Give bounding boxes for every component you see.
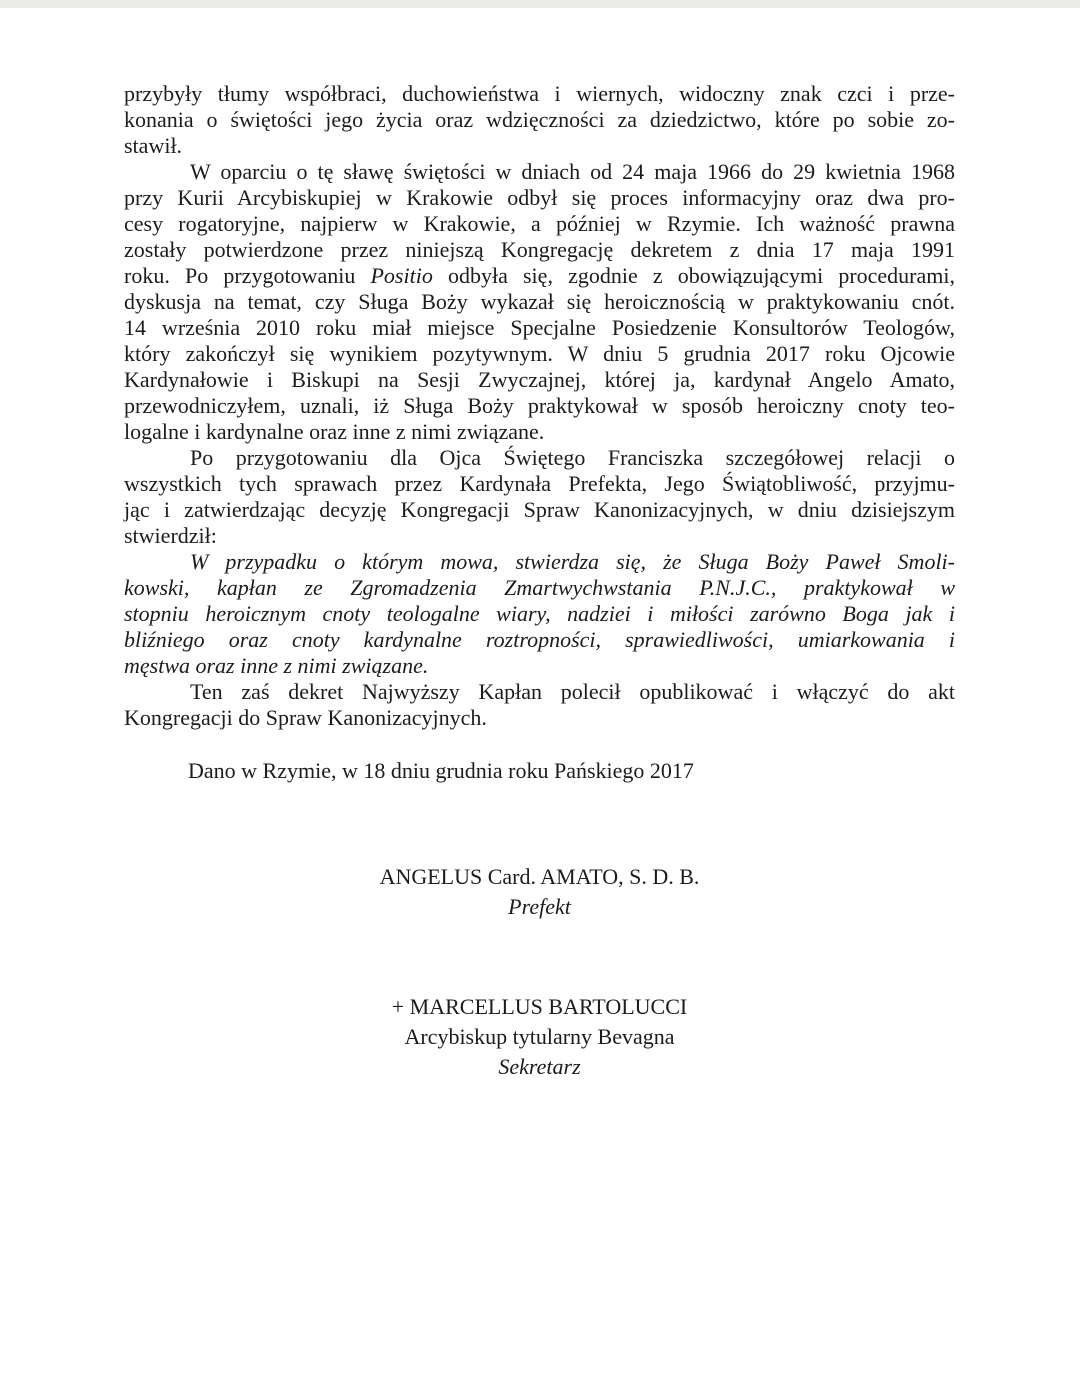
italic-text-segment: bliźniego oraz cnoty kardynalne roztropności, sprawiedliwości, umiarkowania i [124, 627, 955, 652]
text-line [124, 471, 955, 497]
text-line [124, 523, 955, 549]
italic-text-segment: Positio [370, 263, 433, 288]
text-line [124, 81, 955, 107]
text-segment: Kongregacji do Spraw Kanonizacyjnych. [124, 705, 487, 730]
italic-text-segment: kowski, kapłan ze Zgromadzenia Zmartwychwstania P.N.J.C., praktykował w [124, 575, 955, 600]
text-segment: wszystkich tych sprawach przez Kardynała Prefekta, Jego Świątobliwość, przyjmu- [124, 471, 955, 496]
text-line [124, 289, 955, 315]
text-segment: Kardynałowie i Biskupi na Sesji Zwyczajnej, której ja, kardynał Angelo Amato, [124, 367, 955, 392]
text-segment: cesy rogatoryjne, najpierw w Krakowie, a później w Rzymie. Ich ważność prawna [124, 211, 955, 236]
text-line [124, 705, 955, 731]
paragraph [124, 81, 955, 159]
text-line [124, 211, 955, 237]
text-segment: dyskusja na temat, czy Sługa Boży wykazał się heroicznością w praktykowaniu cnót. [124, 289, 955, 314]
paragraphs-container [124, 81, 955, 731]
text-line [124, 263, 955, 289]
paragraph [124, 159, 955, 445]
text-line [124, 107, 955, 133]
italic-text-segment: męstwa oraz inne z nimi związane. [124, 653, 429, 678]
dateline-row [124, 758, 955, 784]
text-line [124, 159, 955, 185]
scan-edge-strip [0, 0, 1080, 8]
paragraph [124, 679, 955, 731]
italic-text-segment: stopniu heroicznym cnoty teologalne wiary, nadziei i miłości zarówno Boga jak i [124, 601, 955, 626]
text-segment: konania o świętości jego życia oraz wdzięczności za dziedzictwo, które po sobie zo- [124, 107, 955, 132]
text-segment: Ten zaś dekret Najwyższy Kapłan polecił opublikować i włączyć do akt [190, 679, 955, 704]
text-line [124, 133, 955, 159]
signature-secretary-title: Sekretarz [498, 1054, 581, 1079]
text-segment: który zakończył się wynikiem pozytywnym. W dniu 5 grudnia 2017 roku Ojcowie [124, 341, 955, 366]
text-line [124, 419, 955, 445]
text-segment: Po przygotowaniu dla Ojca Świętego Franciszka szczegółowej relacji o [190, 445, 955, 470]
text-segment: zostały potwierdzone przez niniejszą Kongregację dekretem z dnia 17 maja 1991 [124, 237, 955, 262]
text-line [124, 445, 955, 471]
text-line [124, 627, 955, 653]
text-line [124, 679, 955, 705]
signature-secretary-name: + MARCELLUS BARTOLUCCI [391, 994, 688, 1019]
italic-text-segment: W przypadku o którym mowa, stwierdza się, że Sługa Boży Paweł Smoli- [190, 549, 955, 574]
paragraph [124, 549, 955, 679]
dateline: Dano w Rzymie, w 18 dniu grudnia roku Pańskiego 2017 [188, 758, 694, 783]
signature-prefect-name: ANGELUS Card. AMATO, S. D. B. [379, 864, 700, 889]
text-segment: W oparciu o tę sławę świętości w dniach od 24 maja 1966 do 29 kwietnia 1968 [190, 159, 955, 184]
text-segment: przy Kurii Arcybiskupiej w Krakowie odbył się proces informacyjny oraz dwa pro- [124, 185, 955, 210]
text-line [124, 601, 955, 627]
text-segment: odbyła się, zgodnie z obowiązującymi procedurami, [432, 263, 956, 288]
text-line [124, 315, 955, 341]
text-line [124, 497, 955, 523]
text-segment: przewodniczyłem, uznali, iż Sługa Boży praktykował w sposób heroiczny cnoty teo- [124, 393, 955, 418]
text-line [124, 237, 955, 263]
text-line [124, 575, 955, 601]
signature-secretary [124, 992, 955, 1082]
text-line [124, 393, 955, 419]
text-line [124, 185, 955, 211]
paragraph [124, 445, 955, 549]
signature-prefect [124, 862, 955, 922]
text-line [124, 367, 955, 393]
text-segment: roku. Po przygotowaniu [124, 263, 371, 288]
signature-secretary-subtitle: Arcybiskup tytularny Bevagna [404, 1024, 675, 1049]
text-line [124, 549, 955, 575]
text-segment: stwierdził: [124, 523, 217, 548]
text-segment: przybyły tłumy współbraci, duchowieństwa i wiernych, widoczny znak czci i prze- [124, 81, 955, 106]
text-segment: logalne i kardynalne oraz inne z nimi związane. [124, 419, 545, 444]
text-line [124, 341, 955, 367]
text-segment: 14 września 2010 roku miał miejsce Specjalne Posiedzenie Konsultorów Teologów, [124, 315, 955, 340]
signature-prefect-title: Prefekt [508, 894, 571, 919]
document-body [124, 81, 955, 1082]
text-segment: jąc i zatwierdzając decyzję Kongregacji Spraw Kanonizacyjnych, w dniu dzisiejszym [124, 497, 955, 522]
text-line [124, 653, 955, 679]
text-segment: stawił. [124, 133, 183, 158]
